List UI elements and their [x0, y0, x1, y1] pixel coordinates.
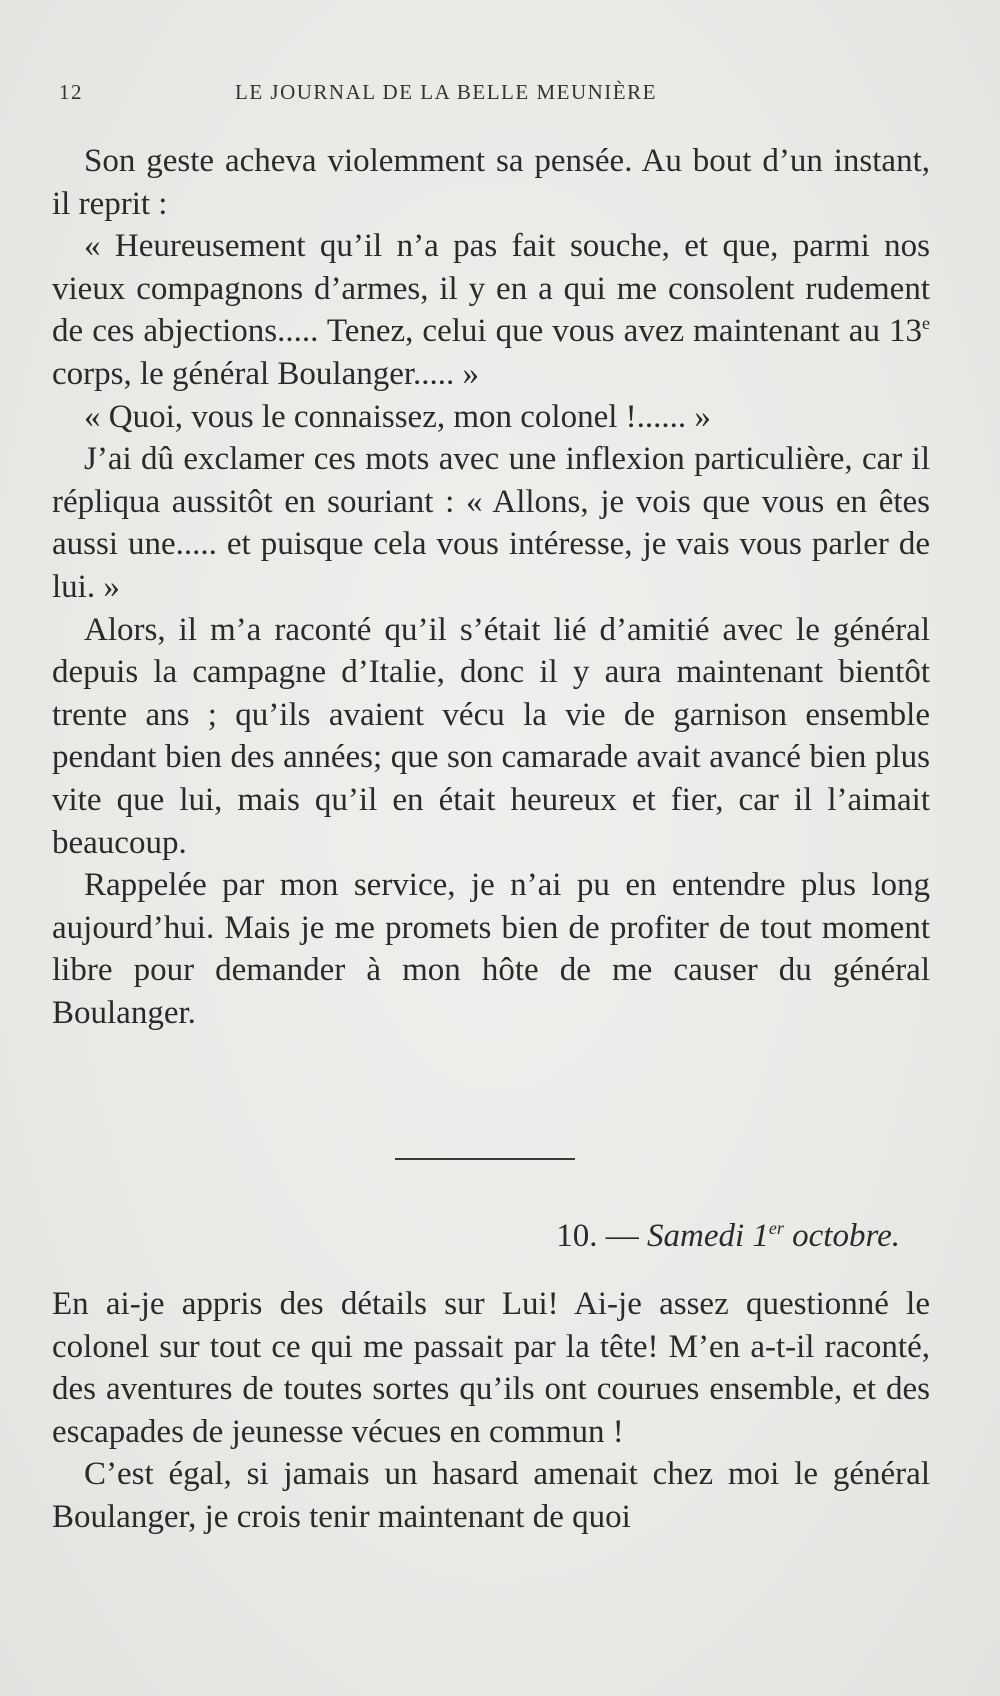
entry-month: octobre.: [783, 1218, 900, 1254]
entry-number: 10. —: [556, 1218, 647, 1254]
paragraph: Rappelée par mon service, je n’ai pu en entendre plus long aujourd’hui. Mais je me promets bien de profiter de tout moment libre pour demander à mon hôte de me causer du général Boulanger.: [52, 867, 930, 1031]
paragraph: Alors, il m’a raconté qu’il s’était lié d’amitié avec le général depuis la campagne d’Italie, donc il y aura maintenant bientôt trente ans ; qu’ils avaient vécu la vie de garnison ensemble pendant bien des années; que son camarade avait avancé bien plus vite que lui, mais qu’il en était heureux et fier, car il l’aimait beaucoup.: [52, 611, 930, 861]
paragraph: « Quoi, vous le connaissez, mon colonel !...... »: [84, 398, 711, 435]
paragraph: J’ai dû exclamer ces mots avec une inflexion particulière, car il répliqua aussitôt en souriant : « Allons, je vois que vous en êtes aussi une..... et puisque cela vous intéresse, je vais vous parler de lui. »: [52, 441, 930, 605]
paragraph-text-tail: corps, le général Boulanger..... »: [52, 355, 480, 392]
body-text-section-2: [52, 1283, 930, 1539]
running-title: LE JOURNAL DE LA BELLE MEUNIÈRE: [235, 80, 657, 104]
body-text-section-1: [52, 140, 930, 1034]
paragraph: En ai-je appris des détails sur Lui! Ai-je assez questionné le colonel sur tout ce qui me passait par la tête! M’en a-t-il raconté, des aventures de toutes sortes qu’ils ont courues ensemble, et des escapades de jeunesse vécues en commun !: [52, 1286, 930, 1450]
paragraph-text: « Heureusement qu’il n’a pas fait souche, et que, parmi nos vieux compagnons d’armes, il y en a qui me consolent rudement de ces abjections..... Tenez, celui que vous avez maintenant au 13: [52, 228, 930, 350]
entry-day-superscript: er: [768, 1218, 784, 1238]
running-head: [55, 80, 935, 110]
entry-day: Samedi 1: [647, 1218, 769, 1254]
page-number: 12: [59, 80, 83, 104]
diary-entry-heading: [556, 1215, 900, 1257]
paragraph: [52, 225, 930, 395]
paragraph: C’est égal, si jamais un hasard amenait chez moi le général Boulanger, je crois tenir maintenant de quoi: [52, 1456, 930, 1535]
section-divider: [395, 1158, 575, 1160]
paragraph: Son geste acheva violemment sa pensée. Au bout d’un instant, il reprit :: [52, 143, 930, 222]
ordinal-superscript: e: [922, 313, 930, 334]
